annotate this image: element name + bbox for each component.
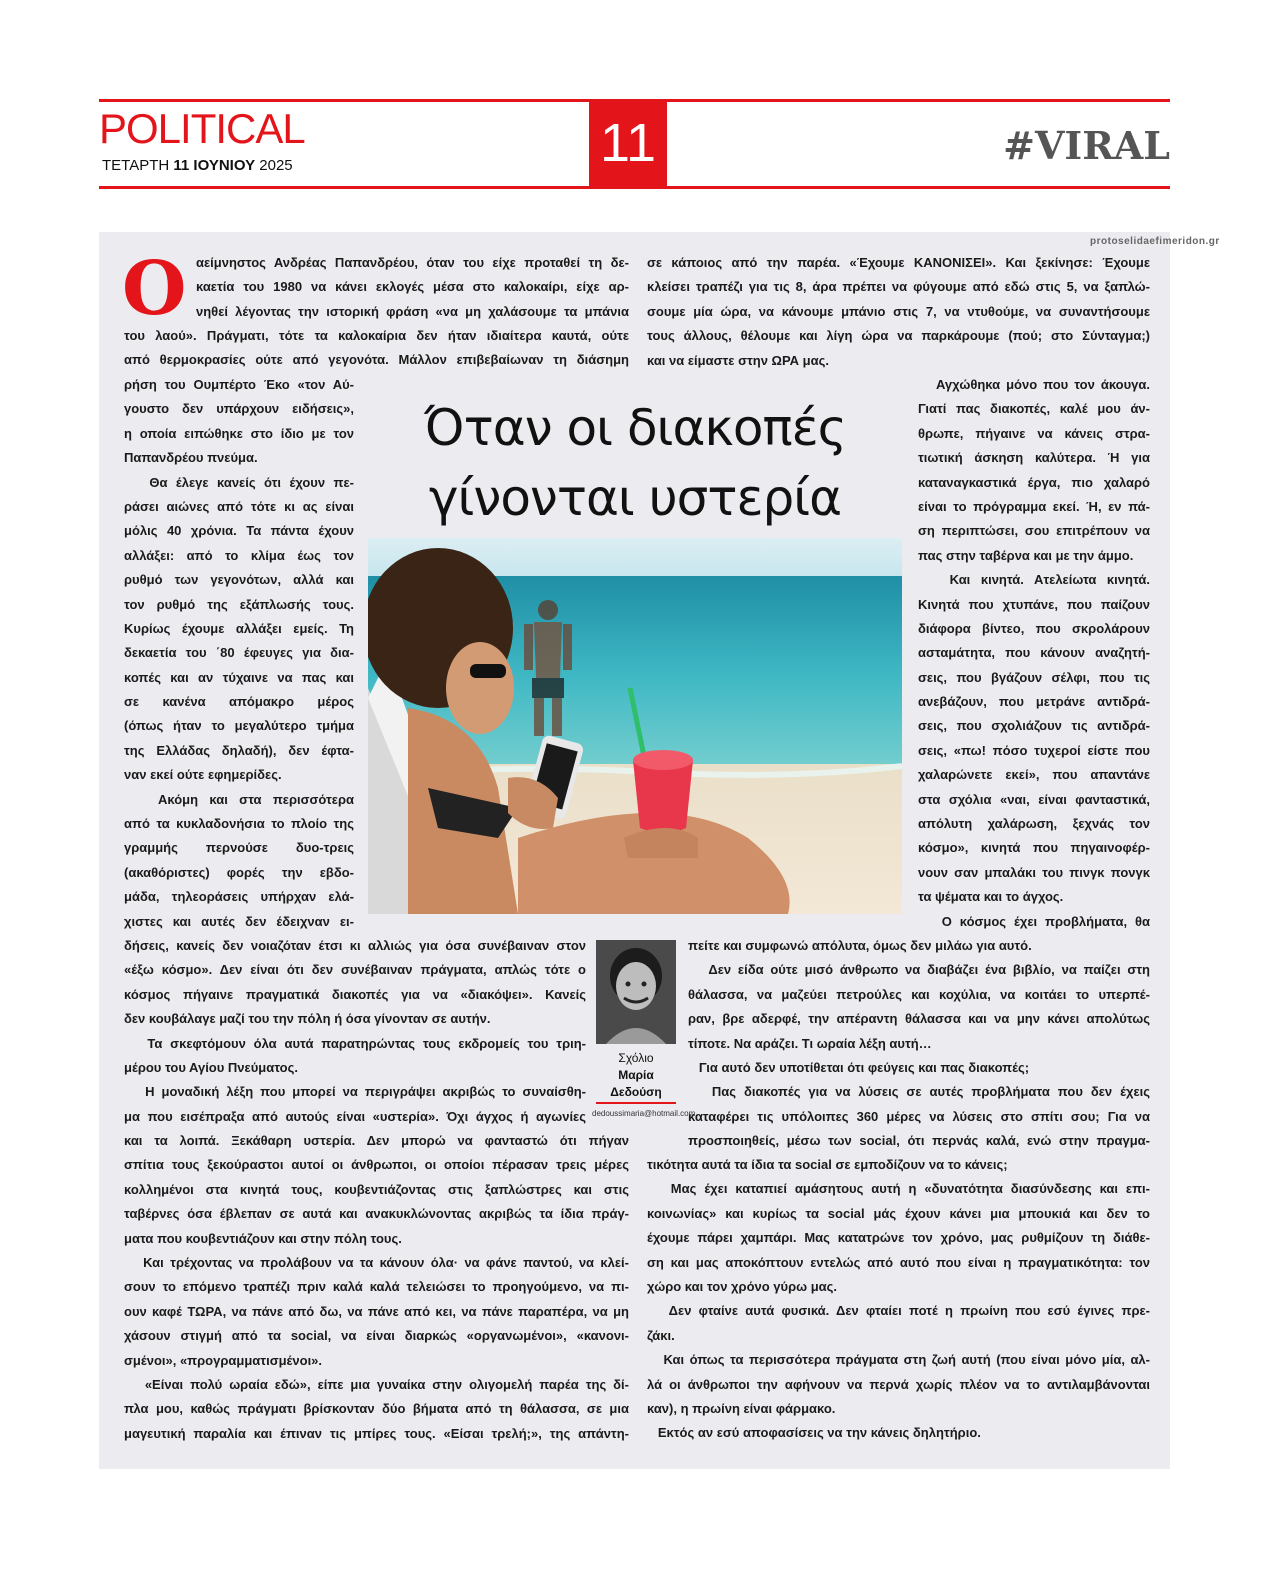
author-first-name: Μαρία: [618, 1068, 654, 1082]
paragraph: Αγχώθηκα μόνο που τον άκουγα. Γιατί πας διακοπές, καλέ μου άν- θρωπε, πήγαινε να κάνεις στρα- τιωτική άσκηση καλύτερα. Ή για καταναγκαστικά έργα, πιο χαλαρό είναι το πρόγραμμα εκεί. Ή, εν πά- ση περιπτώσει, σου επιτρέπουν να πας στην ταβέρνα και με την άμμο. Και κινητά. Ατελείωτα κινητά. Κινητά που χτυπάνε, που παίζουν διάφορα βίντεο, που σκρολάρουν ασταμάτητα, που κάνουν αναζητή- σεις, που βγάζουν σέλφι, που τις ανεβάζουν, που μετράνε αντιδρά- σεις, που σχολιάζουν τις αντιδρά- σεις, «πω! πόσο τυχεροί είστε που χαλαρώνετε εκεί», που απαντάνε στα σχόλια «ναι, είναι φανταστικά, απόλυτη χαλάρωση, ξεχνάς τον κόσμο», κινητά που πηγαινοφέρ- νουν σαν μπαλάκι του πινγκ πονγκ τα ψέματα και το άγχος. Ο κόσμος έχει προβλήματα, θα: [918, 377, 1150, 929]
beach-photo: [368, 538, 902, 914]
author-email[interactable]: dedoussimaria@hotmail.com: [592, 1109, 696, 1118]
headline-line-2: γίνονται υστερία: [428, 469, 842, 527]
paragraph: αείμνηστος Ανδρέας Παπανδρέου, όταν του είχε προταθεί τη δε- καετία του 1980 να κάνει εκλογές μέσα στο καλοκαίρι, είχε αρ- νηθεί λέγοντας την ιστορική φράση «να μη χαλάσουμε τα μπάνια: [196, 255, 629, 319]
brand-logo[interactable]: POLITICAL: [99, 105, 305, 152]
author-last-name: Δεδούση: [610, 1085, 662, 1099]
issue-date: [102, 157, 293, 175]
dropcap: Ο: [122, 246, 187, 332]
date-main: 11 ΙΟΥΝΙΟΥ: [173, 157, 256, 174]
paragraph: του λαού». Πράγματι, τότε τα καλοκαίρια δεν ήταν ιδιαίτερα καυτά, ούτε από θερμοκρασίες ούτε από γεγονότα. Μάλλον επιβεβαίωναν τη διάσημη: [124, 328, 629, 368]
author-divider: [596, 1102, 676, 1104]
paragraph: δήσεις, κανείς δεν νοιαζόταν έτσι κι αλλιώς για όσα συνέβαιναν στον «έξω κόσμο». Δεν είναι ότι δεν συνέβαιναν πράγματα, απλώς τότε ο κόσμος πήγαινε πραγματικά διακοπές για να «διακόψει». Κανείς δεν κουβάλαγε μαζί του την πόλη ή όσα γίνονταν σε αυτήν. Τα σκεφτόμουν όλα αυτά παρατηρώντας τους εκδρομείς του τριη- μέρου του Αγίου Πνεύματος. Η μοναδική λέξη που μπορεί να περιγράψει ακριβώς το συναίσθη- μα που εισέπραξα από αυτούς είναι «υστερία». Όχι άγχος ή αγωνίες: [124, 938, 586, 1124]
author-label: Σχόλιο: [618, 1051, 654, 1065]
author-photo: [596, 940, 676, 1044]
author-caption: [596, 1050, 676, 1101]
date-year: 2025: [259, 157, 293, 174]
page-number: 11: [589, 101, 667, 187]
date-day: ΤΕΤΑΡΤΗ: [102, 157, 170, 174]
paragraph: ρήση του Ουμπέρτο Έκο «τον Αύ- γουστο δεν υπάρχουν ειδήσεις», η οποία ειπώθηκε στο ίδιο με τον Παπανδρέου πνεύμα. Θα έλεγε κανείς ότι έχουν πε- ράσει αιώνες από τότε κι ας είναι μόλις 40 χρόνια. Τα πάντα έχουν αλλάξει: από το κλίμα έως τον ρυθμό των γεγονότων, αλλά και τον ρυθμό της εξάπλωσής τους. Κυρίως έχουμε αλλάξει εμείς. Τη δεκαετία του ΄80 έφευγες για δια- κοπές και αν τύχαινε να πας και σε κανένα απόμακρο μέρος (όπως ήταν το μεγαλύτερο τμήμα της Ελλάδας δηλαδή), δεν έφτα- ναν εκεί ούτε εφημερίδες. Ακόμη και στα περισσότερα από τα κυκλαδονήσια το πλοίο της γραμμής περνούσε δυο-τρεις (ακαθόριστες) φορές την εβδο- μάδα, τηλεοράσεις υπήρχαν ελά- χιστες και αυτές δεν έδειχναν ει-: [124, 377, 354, 929]
headline: [370, 393, 900, 533]
paragraph: πείτε και συμφωνώ απόλυτα, όμως δεν μιλάω για αυτό. Δεν είδα ούτε μισό άνθρωπο να διαβάζει ένα βιβλίο, να παίζει στη θάλασσα, να μαζεύει πετρούλες και κοχύλια, να κοιτάει το υπερπέ- ραν, βρε αδερφέ, την απέραντη θάλασσα και να μην κάνει απολύτως τίποτε. Να αράζει. Τι ωραία λέξη αυτή… Για αυτό δεν υποτίθεται ότι φεύγεις και πας διακοπές; Πας διακοπές για να λύσεις σε αυτές προβλήματα που δεν έχεις καταφέρει τις υπόλοιπες 360 μέρες να λύσεις στο σπίτι σου; Για να προσποιηθείς, μέσω των social, ότι περνάς καλά, ενώ στην πραγμα-: [688, 938, 1150, 1149]
watermark: protoselidaefimeridon.gr: [1090, 236, 1220, 247]
paragraph: σε κάποιος από την παρέα. «Έχουμε ΚΑΝΟΝΙΣΕΙ». Και ξεκίνησε: Έχουμε κλείσει τραπέζι για τις 8, άρα πρέπει να φύγουμε από εδώ στις 5, να ξαπλώ- σουμε μία ώρα, να κάνουμε μπάνιο στις 7, να ντυθούμε, να συναντήσουμε τους άλλους, θέλουμε και λίγη ώρα να παρκάρουμε (πού; στο Σύνταγμα;) και να είμαστε στην ΩΡΑ μας.: [647, 255, 1150, 368]
bottom-rule: [99, 186, 1170, 189]
headline-line-1: Όταν οι διακοπές: [424, 399, 846, 457]
section-title[interactable]: #VIRAL: [1003, 123, 1170, 168]
paragraph: τικότητα αυτά τα ίδια τα social σε εμποδίζουν να το κάνεις; Μας έχει καταπιεί αμάσητους αυτή η «δυνατότητα διασύνδεσης και επι- κοινωνίας» και κυρίως τα social μάς έχουν κάνει μια μπουκιά και δεν το έχουμε πάρει χαμπάρι. Μας κατατρώνε τον χρόνο, μας ρυθμίζουν τη διάθε- ση και μας αποκόπτουν εντελώς από αυτό που είναι η πραγματικότητα: τον χώρο και τον χρόνο γύρω μας. Δεν φταίνε αυτά φυσικά. Δεν φταίει ποτέ η πρωίνη που εσύ έγινες πρε- ζάκι. Και όπως τα περισσότερα πράγματα στη ζωή αυτή (που είναι μόνο μία, αλ- λά οι άνθρωποι την αφήνουν να περνά χωρίς πλέον να το αντιλαμβάνονται καν), η πρωίνη είναι φάρμακο. Εκτός αν εσύ αποφασίσεις να την κάνεις δηλητήριο.: [647, 1157, 1150, 1441]
paragraph: και τα λοιπά. Ξεκάθαρη υστερία. Δεν μπορώ να φανταστώ ότι πήγαν σπίτια τους ξεκούραστοι αυτοί οι άνθρωποι, οι οποίοι πέρασαν τρεις μέρες κολλημένοι στα κινητά τους, κουβεντιάζοντας στις ξαπλώστρες και στις ταβέρνες όσα έβλεπαν σε αυτά και ανακυκλώνοντας ακριβώς τα ίδια πράγ- ματα που κουβεντιάζουν και στην πόλη τους. Και τρέχοντας να προλάβουν να τα κάνουν όλα· να φάνε παντού, να κλεί- σουν το επόμενο τραπέζι πριν καλά καλά τελειώσει το προηγούμενο, να πι- ουν καφέ ΤΩΡΑ, να πάνε από δω, να πάνε από κει, να πάνε παραπέρα, να μη χάσουν στιγμή από τα social, να είναι διαρκώς «οργανωμένοι», «κανονι- σμένοι», «προγραμματισμένοι». «Είναι πολύ ωραία εδώ», είπε μια γυναίκα στην ολιγομελή παρέα της δί- πλα μου, καθώς πράγματι βρίσκονταν δύο βήματα από τη θάλασσα, σε μια μαγευτική παραλία και έπιναν τις μπίρες τους. «Είσαι τρελή;», της απάντη-: [124, 1133, 629, 1441]
